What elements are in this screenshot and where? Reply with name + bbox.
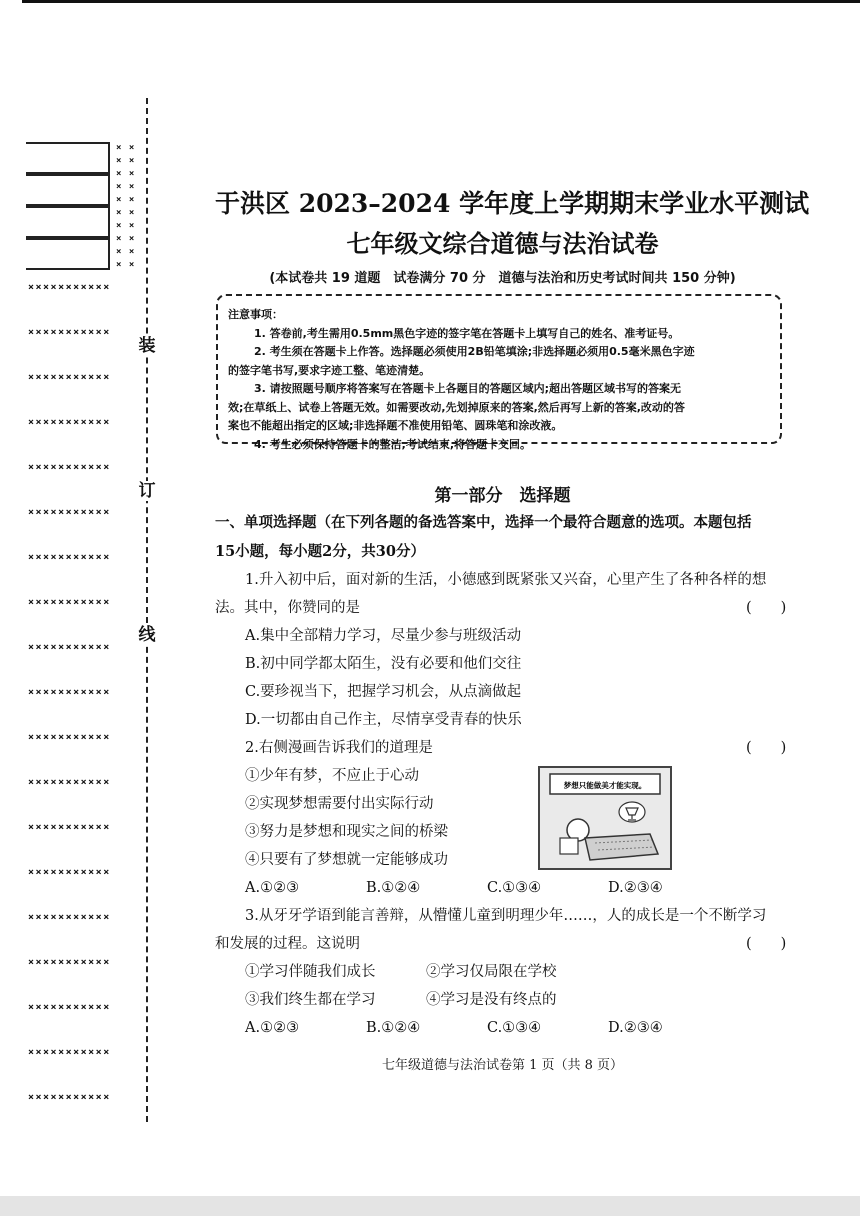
x-marks-small: × × — [116, 143, 136, 153]
x-marks-small: × × — [116, 221, 136, 231]
x-marks-small: × × — [116, 247, 136, 257]
q2-option-a: A.①②③ — [245, 880, 300, 896]
q3-option-a: A.①②③ — [245, 1020, 300, 1036]
x-marks-small: × × — [116, 182, 136, 192]
q2-option-d: D.②③④ — [608, 880, 663, 896]
x-marks-row: ××××××××××× — [28, 642, 111, 653]
exam-info: (本试卷共 19 道题 试卷满分 70 分 道德与法治和历史考试时间共 150 分钟) — [269, 271, 736, 286]
x-marks-row: ××××××××××× — [28, 282, 111, 293]
q1-option-b: B.初中同学都太陌生，没有必要和他们交往 — [245, 656, 522, 672]
x-marks-row: ××××××××××× — [28, 912, 111, 923]
notice-item: 1. 答卷前,考生需用0.5mm黑色字迹的签字笔在答题卡上填写自己的姓名、准考证号。 — [254, 326, 680, 340]
q3-statement: ④学习是没有终点的 — [426, 992, 557, 1008]
cartoon-caption: 梦想只能做美才能实现。 — [563, 781, 647, 790]
top-border — [22, 0, 860, 3]
cartoon-drawing — [540, 768, 670, 868]
answer-blank: ( ) — [746, 600, 787, 616]
q3-stem-cont: 和发展的过程。这说明 — [215, 936, 360, 952]
q2-statement: ③努力是梦想和现实之间的桥梁 — [245, 824, 448, 840]
q3-stem: 3.从牙牙学语到能言善辩，从懵懂儿童到明理少年……，人的成长是一个不断学习 — [245, 908, 767, 924]
info-box — [26, 174, 110, 206]
part-title: 第一部分 选择题 — [434, 486, 571, 506]
q3-option-d: D.②③④ — [608, 1020, 663, 1036]
section-heading-cont: 15小题，每小题2分，共30分） — [215, 543, 425, 560]
x-marks-small: × × — [116, 169, 136, 179]
x-marks-row: ××××××××××× — [28, 597, 111, 608]
q3-statement: ③我们终生都在学习 — [245, 992, 376, 1008]
q2-statement: ②实现梦想需要付出实际行动 — [245, 796, 434, 812]
x-marks-row: ××××××××××× — [28, 732, 111, 743]
answer-blank: ( ) — [746, 740, 787, 756]
x-marks-small: × × — [116, 195, 136, 205]
q2-option-b: B.①②④ — [366, 880, 421, 896]
info-box — [26, 238, 110, 270]
x-marks-row: ××××××××××× — [28, 327, 111, 338]
section-heading: 一、单项选择题（在下列各题的备选答案中，选择一个最符合题意的选项。本题包括 — [215, 514, 752, 531]
x-marks-small: × × — [116, 208, 136, 218]
notice-item: 4. 考生必须保持答题卡的整洁,考试结束,将答题卡交回。 — [254, 437, 532, 451]
q2-statement: ①少年有梦，不应止于心动 — [245, 768, 419, 784]
info-box — [26, 142, 110, 174]
x-marks-row: ××××××××××× — [28, 417, 111, 428]
x-marks-row: ××××××××××× — [28, 462, 111, 473]
x-marks-row: ××××××××××× — [28, 507, 111, 518]
notice-heading: 注意事项： — [228, 308, 283, 321]
q2-stem: 2.右侧漫画告诉我们的道理是 — [245, 740, 433, 756]
q3-option-c: C.①③④ — [487, 1020, 542, 1036]
notice-item: 3. 请按照题号顺序将答案写在答题卡上各题目的答题区域内;超出答题区域书写的答案无 — [254, 382, 682, 395]
x-marks-row: ××××××××××× — [28, 1092, 111, 1103]
binding-char-ding: 订 — [138, 481, 156, 501]
x-marks-row: ××××××××××× — [28, 867, 111, 878]
notice-item: 2. 考生须在答题卡上作答。选择题必须使用2B铅笔填涂;非选择题必须用0.5毫米黑色字迹 — [254, 345, 695, 358]
q2-option-c: C.①③④ — [487, 880, 542, 896]
q3-statement: ①学习伴随我们成长 — [245, 964, 376, 980]
q1-option-d: D.一切都由自己作主，尽情享受青春的快乐 — [245, 712, 522, 728]
x-marks-row: ××××××××××× — [28, 822, 111, 833]
page-footer: 七年级道德与法治试卷第 1 页（共 8 页） — [381, 1058, 624, 1073]
x-marks-row: ××××××××××× — [28, 957, 111, 968]
notice-item: 的签字笔书写,要求字迹工整、笔迹清楚。 — [228, 363, 431, 377]
notice-item: 案也不能超出指定的区域;非选择题不准使用铅笔、圆珠笔和涂改液。 — [228, 419, 563, 432]
q2-statement: ④只要有了梦想就一定能够成功 — [245, 852, 448, 868]
q1-stem: 1.升入初中后，面对新的生活，小德感到既紧张又兴奋，心里产生了各种各样的想 — [245, 572, 767, 588]
binding-dashed-line — [146, 98, 148, 1122]
q1-option-c: C.要珍视当下，把握学习机会，从点滴做起 — [245, 684, 522, 700]
q3-option-b: B.①②④ — [366, 1020, 421, 1036]
scan-bottom-band — [0, 1196, 860, 1216]
exam-subtitle: 七年级文综合道德与法治试卷 — [346, 229, 659, 258]
x-marks-row: ××××××××××× — [28, 1002, 111, 1013]
notice-item: 效;在草纸上、试卷上答题无效。如需要改动,先划掉原来的答案,然后再写上新的答案,改动的答 — [228, 400, 685, 414]
x-marks-row: ××××××××××× — [28, 1047, 111, 1058]
binding-char-xian: 线 — [138, 625, 156, 645]
cartoon-image — [538, 766, 672, 870]
exam-title: 于洪区 2023–2024 学年度上学期期末学业水平测试 — [215, 189, 810, 218]
notice-box — [216, 294, 782, 451]
q3-statement: ②学习仅局限在学校 — [426, 964, 557, 980]
q1-option-a: A.集中全部精力学习，尽量少参与班级活动 — [245, 628, 522, 644]
binding-char-zhuang: 装 — [138, 336, 156, 356]
x-marks-small: × × — [116, 156, 136, 166]
answer-blank: ( ) — [746, 936, 787, 952]
x-marks-row: ××××××××××× — [28, 687, 111, 698]
q1-stem-cont: 法。其中，你赞同的是 — [215, 600, 360, 616]
x-marks-row: ××××××××××× — [28, 777, 111, 788]
info-box — [26, 206, 110, 238]
x-marks-small: × × — [116, 234, 136, 244]
x-marks-row: ××××××××××× — [28, 372, 111, 383]
x-marks-row: ××××××××××× — [28, 552, 111, 563]
x-marks-small: × × — [116, 260, 136, 270]
